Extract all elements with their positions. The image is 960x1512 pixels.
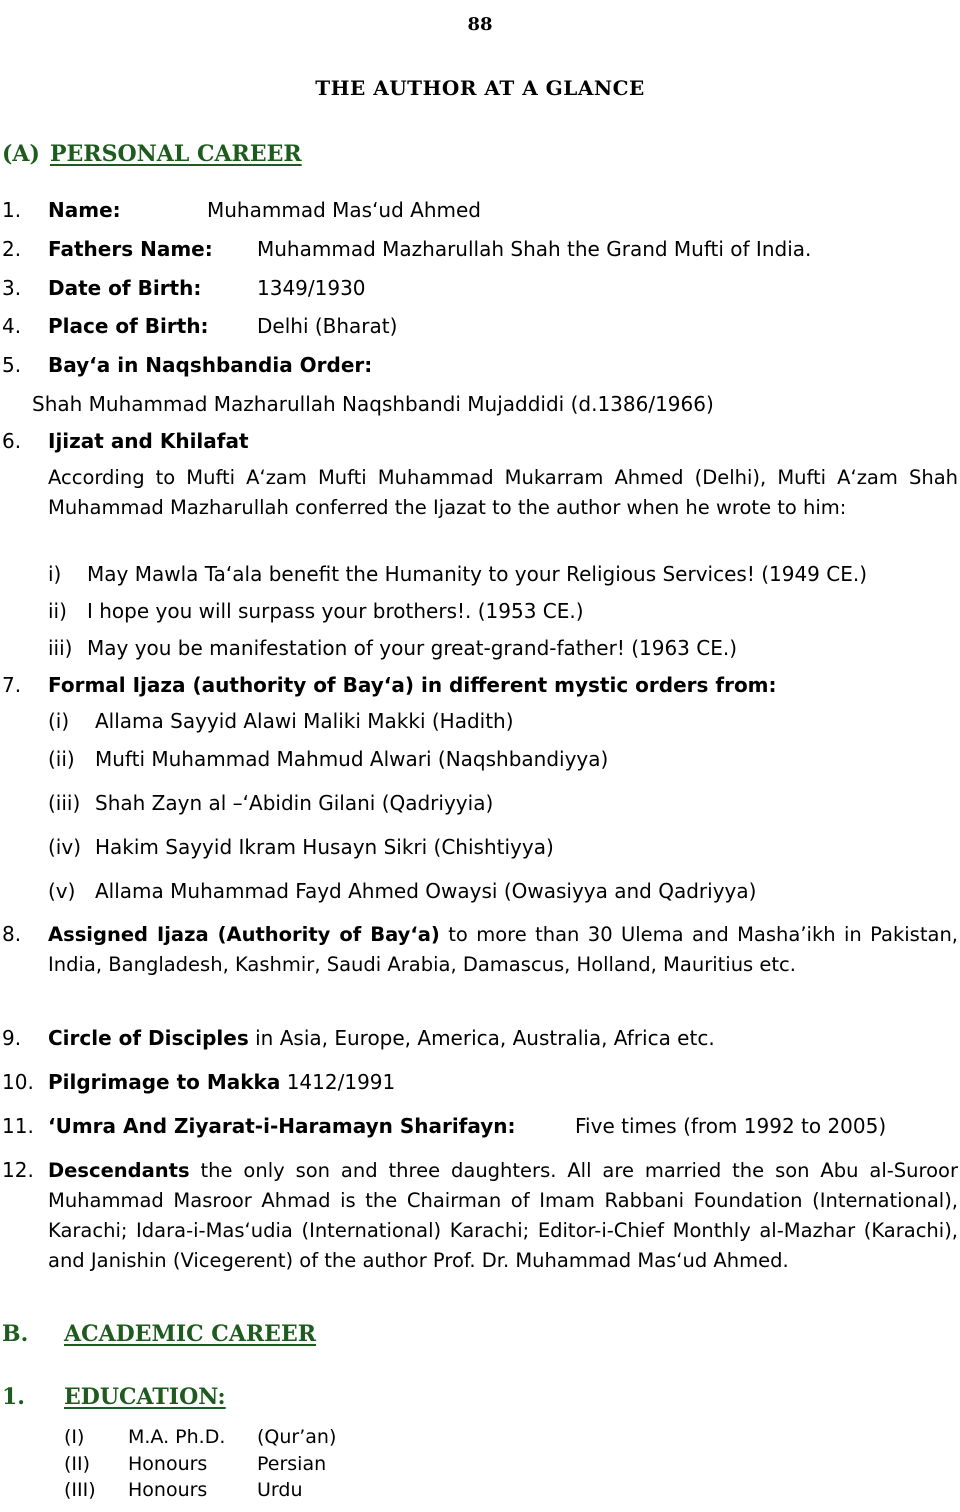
- education-row-number: (I): [64, 1426, 85, 1448]
- education-degree: Honours: [128, 1479, 208, 1501]
- item-number: 2.: [2, 237, 22, 261]
- assigned-ijaza-text: to more than 30 Ulema and Masha’ikh in Pakistan, India, Bangladesh, Kashmir, Saudi Arabia, Damascus, Holland, Mauritius etc.: [48, 923, 958, 976]
- assigned-ijaza-paragraph: [48, 920, 958, 980]
- circle-of-disciples: [48, 1026, 715, 1050]
- education-number: 1.: [2, 1384, 25, 1410]
- section-a-marker: (A): [2, 141, 40, 167]
- item-number: 3.: [2, 276, 22, 300]
- item-number: 1.: [2, 198, 22, 222]
- ijazat-khilafat-label: Ijizat and Khilafat: [48, 429, 249, 453]
- descendants-label: Descendants: [48, 1159, 190, 1182]
- education-degree: M.A. Ph.D.: [128, 1426, 226, 1448]
- quote-number: i): [48, 562, 62, 586]
- umra-text: Five times (from 1992 to 2005): [575, 1114, 887, 1138]
- item-number: 6.: [2, 429, 22, 453]
- section-b-heading: ACADEMIC CAREER: [64, 1321, 316, 1347]
- ijazat-khilafat-text: According to Mufti A‘zam Mufti Muhammad Mukarram Ahmed (Delhi), Mufti A‘zam Shah Muhammad Mazharullah conferred the Ijazat to the author when he wrote to him:: [48, 466, 958, 519]
- page-title: THE AUTHOR AT A GLANCE: [315, 76, 645, 100]
- assigned-ijaza-label: Assigned Ijaza (Authority of Bay‘a): [48, 923, 440, 946]
- quote-text: May Mawla Ta‘ala benefit the Humanity to your Religious Services! (1949 CE.): [87, 562, 868, 586]
- item-number: 5.: [2, 353, 22, 377]
- umra-label: ‘Umra And Ziyarat-i-Haramayn Sharifayn:: [48, 1114, 516, 1138]
- education-heading: EDUCATION:: [64, 1384, 226, 1410]
- date-of-birth-label: Date of Birth:: [48, 276, 202, 300]
- formal-ijaza-label: Formal Ijaza (authority of Bay‘a) in different mystic orders from:: [48, 673, 777, 697]
- item-number: 10.: [2, 1070, 34, 1094]
- descendants-paragraph: [48, 1156, 958, 1276]
- section-b-marker: B.: [2, 1321, 29, 1347]
- order-number: (iv): [48, 835, 81, 859]
- item-number: 7.: [2, 673, 22, 697]
- pilgrimage: [48, 1070, 395, 1094]
- quote-number: iii): [48, 636, 73, 660]
- name-label: Name:: [48, 198, 121, 222]
- item-number: 11.: [2, 1114, 34, 1138]
- education-row-number: (II): [64, 1453, 91, 1475]
- fathers-name-value: Muhammad Mazharullah Shah the Grand Mufti of India.: [257, 237, 812, 261]
- order-text: Hakim Sayyid Ikram Husayn Sikri (Chishtiyya): [95, 835, 554, 859]
- education-degree: Honours: [128, 1453, 208, 1475]
- order-number: (i): [48, 709, 70, 733]
- baya-order-label: Bay‘a in Naqshbandia Order:: [48, 353, 373, 377]
- fathers-name-label: Fathers Name:: [48, 237, 213, 261]
- pilgrimage-label: Pilgrimage to Makka: [48, 1070, 281, 1094]
- item-number: 9.: [2, 1026, 22, 1050]
- date-of-birth-value: 1349/1930: [257, 276, 366, 300]
- place-of-birth-label: Place of Birth:: [48, 314, 209, 338]
- education-row-number: (III): [64, 1479, 96, 1501]
- name-value: Muhammad Mas‘ud Ahmed: [207, 198, 481, 222]
- page-number: 88: [467, 14, 493, 35]
- order-number: (iii): [48, 791, 81, 815]
- item-number: 12.: [2, 1158, 34, 1182]
- education-subject: Persian: [257, 1453, 327, 1475]
- item-number: 8.: [2, 922, 22, 946]
- education-subject: (Qur’an): [257, 1426, 337, 1448]
- order-text: Mufti Muhammad Mahmud Alwari (Naqshbandiyya): [95, 747, 609, 771]
- quote-text: May you be manifestation of your great-grand-father! (1963 CE.): [87, 636, 738, 660]
- circle-of-disciples-text: in Asia, Europe, America, Australia, Africa etc.: [255, 1026, 715, 1050]
- section-a-heading: PERSONAL CAREER: [50, 141, 302, 167]
- circle-of-disciples-label: Circle of Disciples: [48, 1026, 249, 1050]
- education-subject: Urdu: [257, 1479, 303, 1501]
- order-number: (ii): [48, 747, 75, 771]
- order-number: (v): [48, 879, 76, 903]
- order-text: Allama Sayyid Alawi Maliki Makki (Hadith): [95, 709, 514, 733]
- baya-order-value: Shah Muhammad Mazharullah Naqshbandi Mujaddidi (d.1386/1966): [32, 392, 714, 416]
- quote-text: I hope you will surpass your brothers!. (1953 CE.): [87, 599, 584, 623]
- quote-number: ii): [48, 599, 67, 623]
- item-number: 4.: [2, 314, 22, 338]
- order-text: Shah Zayn al –‘Abidin Gilani (Qadriyyia): [95, 791, 494, 815]
- order-text: Allama Muhammad Fayd Ahmed Owaysi (Owasiyya and Qadriyya): [95, 879, 757, 903]
- descendants-text: the only son and three daughters. All are married the son Abu al-Suroor Muhammad Masroor Ahmad is the Chairman of Imam Rabbani Foundation (International), Karachi; Idara-i-Mas‘udia (International) Karachi; Editor-i-Chief Monthly al-Mazhar (Karachi), and Janishin (Vicegerent) of the author Prof. Dr. Muhammad Mas‘ud Ahmed.: [48, 1159, 958, 1272]
- pilgrimage-text: 1412/1991: [286, 1070, 396, 1094]
- place-of-birth-value: Delhi (Bharat): [257, 314, 398, 338]
